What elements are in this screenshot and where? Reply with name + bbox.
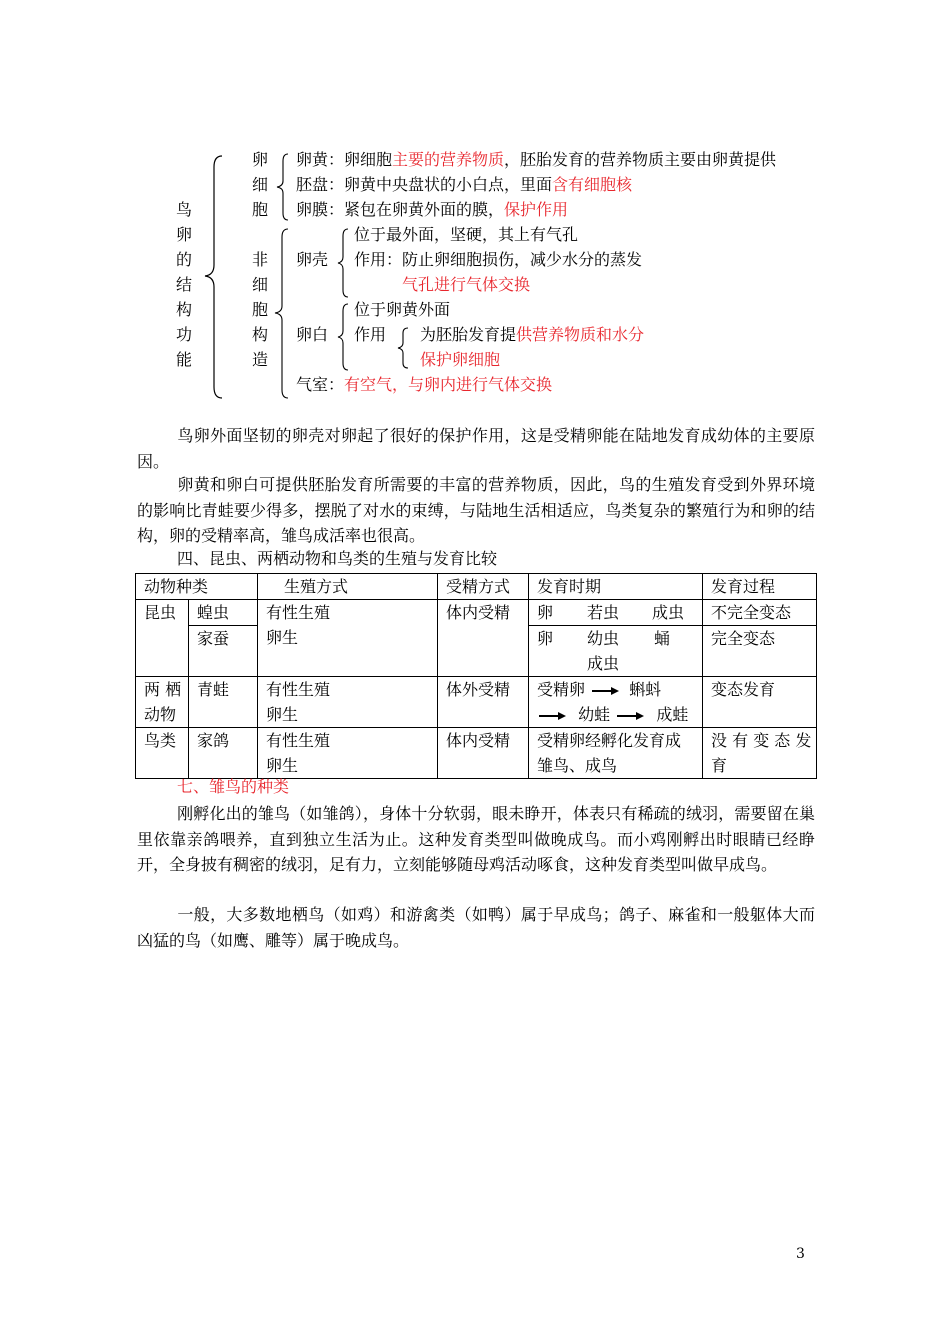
page-number: 3 [796, 1246, 805, 1262]
bird-repro: 有性生殖 卵生 [258, 728, 438, 779]
locust-process: 不完全变态 [703, 600, 817, 626]
white-brace [336, 303, 350, 371]
section-7-title: 七、雏鸟的种类 [177, 777, 290, 796]
frog-stages: 受精卵 蝌蚪 幼蛙 成蛙 [529, 677, 703, 728]
insect-repro: 有性生殖 卵生 [258, 600, 438, 677]
arrow-icon [590, 686, 620, 696]
table-row [136, 677, 817, 728]
egg-cell-label-char: 细 [251, 175, 268, 194]
header-stages: 发育时期 [529, 574, 703, 600]
table-row [136, 728, 817, 779]
paragraph-1: 鸟卵外面坚韧的卵壳对卵起了很好的保护作用，这是受精卵能在陆地发育成幼体的主要原因。 [137, 426, 815, 471]
paragraph-4: 一般，大多数地栖鸟（如鸡）和游禽类（如鸭）属于早成鸟；鸽子、麻雀和一般躯体大而凶猛的鸟（如鹰、雕等）属于晚成鸟。 [137, 905, 815, 950]
white-label: 卵白 [296, 325, 329, 344]
root-label-char: 构 [175, 300, 192, 319]
white-func-label: 作用 [354, 325, 387, 344]
frog-cell: 青蛙 [189, 677, 258, 728]
non-cell-label-char: 细 [251, 275, 268, 294]
white-line-1: 位于卵黄外面 [354, 300, 451, 319]
table-row [136, 600, 817, 626]
header-reproduction: 生殖方式 [258, 574, 438, 600]
section-4-title: 四、昆虫、两栖动物和鸟类的生殖与发育比较 [177, 549, 498, 568]
shell-brace [336, 228, 350, 298]
egg-cell-label-char: 卵 [251, 150, 268, 169]
bird-process: 没 有 变 态 发 育 [703, 728, 817, 779]
root-label-char: 结 [175, 275, 192, 294]
root-label-char: 的 [175, 250, 192, 269]
non-cell-label-char: 非 [251, 250, 268, 269]
silkworm-process: 完全变态 [703, 626, 817, 677]
insect-group: 昆虫 [136, 600, 189, 677]
yolk-line: 卵黄：卵细胞主要的营养物质，胚胎发育的营养物质主要由卵黄提供 [296, 150, 777, 169]
root-brace [202, 155, 224, 400]
egg-cell-brace [274, 153, 290, 221]
white-func-brace [396, 327, 410, 369]
arrow-icon [615, 711, 645, 721]
shell-line-1: 位于最外面，坚硬，其上有气孔 [354, 225, 579, 244]
membrane-line: 卵膜：紧包在卵黄外面的膜，保护作用 [296, 200, 569, 219]
comparison-table [135, 573, 817, 779]
insect-fert: 体内受精 [438, 600, 529, 677]
amphibian-group: 两 栖 动物 [136, 677, 189, 728]
paragraph-2: 卵黄和卵白可提供胚胎发育所需要的丰富的营养物质，因此，鸟的生殖发育受到外界环境的影响比青蛙要少得多，摆脱了对水的束缚，与陆地生活相适应，鸟类复杂的繁殖行为和卵的结构，卵的受精率高，雏鸟成活率也很高。 [137, 475, 815, 545]
locust-stages: 卵 若虫 成虫 [529, 600, 703, 626]
shell-line-2: 作用：防止卵细胞损伤，减少水分的蒸发 [354, 250, 643, 269]
silkworm-stages: 卵 幼虫 蛹 成虫 [529, 626, 703, 677]
air-chamber-line: 气室：有空气，与卵内进行气体交换 [296, 375, 553, 394]
non-cell-label-char: 构 [251, 325, 268, 344]
root-label-char: 能 [175, 350, 192, 369]
header-animal: 动物种类 [136, 574, 258, 600]
frog-process: 变态发育 [703, 677, 817, 728]
egg-cell-label-char: 胞 [251, 200, 268, 219]
root-label-char: 功 [175, 325, 192, 344]
frog-repro: 有性生殖 卵生 [258, 677, 438, 728]
frog-fert: 体外受精 [438, 677, 529, 728]
non-cell-label-char: 造 [251, 350, 268, 369]
root-label-char: 卵 [175, 225, 192, 244]
bird-fert: 体内受精 [438, 728, 529, 779]
non-cell-brace [272, 228, 290, 400]
pigeon-cell: 家鸽 [189, 728, 258, 779]
white-func-2: 保护卵细胞 [420, 350, 501, 369]
bird-group: 鸟类 [136, 728, 189, 779]
header-fertilization: 受精方式 [438, 574, 529, 600]
paragraph-3: 刚孵化出的雏鸟（如雏鸽），身体十分软弱，眼未睁开，体表只有稀疏的绒羽，需要留在巢里依靠亲鸽喂养，直到独立生活为止。这种发育类型叫做晚成鸟。而小鸡刚孵出时眼睛已经睁开，全身披有稠密的绒羽，足有力，立刻能够随母鸡活动啄食，这种发育类型叫做早成鸟。 [137, 804, 815, 874]
germinal-disc-line: 胚盘：卵黄中央盘状的小白点，里面含有细胞核 [296, 175, 633, 194]
shell-label: 卵壳 [296, 250, 329, 269]
non-cell-label-char: 胞 [251, 300, 268, 319]
table-header-row [136, 574, 817, 600]
bird-stages: 受精卵经孵化发育成 雏鸟、成鸟 [529, 728, 703, 779]
header-process: 发育过程 [703, 574, 817, 600]
root-label-char: 鸟 [175, 200, 192, 219]
white-func-1: 为胚胎发育提供营养物质和水分 [420, 325, 645, 344]
locust-cell: 蝗虫 [189, 600, 258, 626]
arrow-icon [537, 711, 567, 721]
shell-line-3: 气孔进行气体交换 [402, 275, 531, 294]
silkworm-cell: 家蚕 [189, 626, 258, 677]
